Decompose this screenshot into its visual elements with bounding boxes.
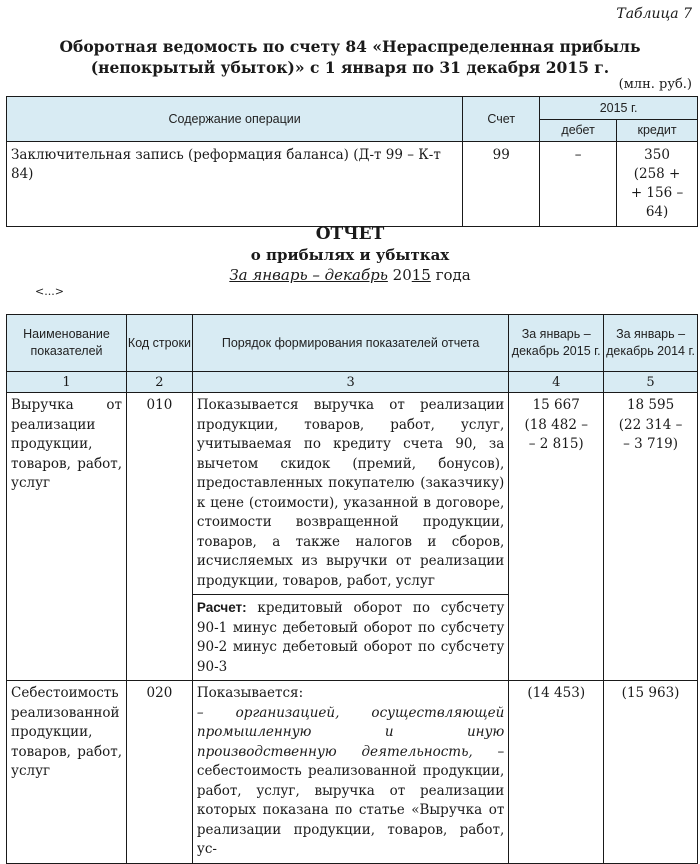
table-row bbox=[7, 142, 698, 227]
row1-2015-calc-2: – 2 815) bbox=[528, 436, 584, 452]
col-num-1: 1 bbox=[7, 372, 127, 393]
row-debit: – bbox=[540, 142, 617, 227]
period-year-b: 15 bbox=[411, 266, 431, 284]
row2-desc-text: – себестоимость реализованной продукции, работ, услуг, выручка от реализации которых показана по статье «Выручка от реализации продукции, товаров, работ, ус- bbox=[196, 743, 505, 857]
header-account: Счет bbox=[463, 97, 540, 142]
header-credit: кредит bbox=[617, 119, 698, 142]
period-text: За январь – декабрь bbox=[229, 266, 388, 284]
ledger-title-line2: (непокрытый убыток)» с 1 января по 31 декабря 2015 г. bbox=[90, 58, 610, 77]
row1-calculation bbox=[192, 595, 508, 681]
period-suffix: года bbox=[430, 266, 471, 284]
report-subtitle: о прибылях и убытках bbox=[250, 246, 450, 264]
row1-value-2014 bbox=[604, 393, 698, 681]
table-number: Таблица 7 bbox=[616, 6, 692, 22]
header-code: Код строки bbox=[126, 315, 192, 372]
calc-label: Расчет: bbox=[196, 600, 247, 615]
row2-value-2015: (14 453) bbox=[509, 681, 604, 864]
row1-name: Выручка от реализации продукции, товаров, работ, услуг bbox=[7, 393, 127, 681]
row-content: Заключительная запись (реформация баланса) (Д-т 99 – К-т 84) bbox=[7, 142, 463, 227]
row2-code: 020 bbox=[126, 681, 192, 864]
row1-2014-calc-1: (22 314 – bbox=[618, 416, 683, 433]
header-2015: За январь – декабрь 2015 г. bbox=[509, 315, 604, 372]
credit-value: 350 bbox=[644, 147, 670, 163]
report-period bbox=[0, 266, 700, 284]
col-num-2: 2 bbox=[126, 372, 192, 393]
report-header-row bbox=[7, 315, 698, 372]
row1-description: Показывается выручка от реализации продукции, товаров, работ, услуг, учитываемая по кредиту счета 90, за вычетом скидок (премий, бонусов), предоставленных покупателю (заказчику) к цене (стоимости), указанной в договоре, стоимости возвращенной продукции, товаров, а также налогов и сборов, исчисляемых из выручки от реализации продукции, товаров, работ, услуг bbox=[192, 393, 508, 595]
ledger-header-row bbox=[7, 97, 698, 120]
header-2014: За январь – декабрь 2014 г. bbox=[604, 315, 698, 372]
row-credit bbox=[617, 142, 698, 227]
row2-name: Себестоимость реализованной продукции, товаров, работ, услуг bbox=[7, 681, 127, 864]
row2-value-2014: (15 963) bbox=[604, 681, 698, 864]
period-year-a: 20 bbox=[392, 266, 412, 284]
row1-2015-calc-1: (18 482 – bbox=[524, 416, 588, 433]
row1-value-2015 bbox=[509, 393, 604, 681]
row1-2015-total: 15 667 bbox=[532, 397, 580, 413]
row2-description bbox=[192, 681, 508, 864]
header-content: Содержание операции bbox=[7, 97, 463, 142]
units-label: (млн. руб.) bbox=[618, 77, 692, 92]
header-name: Наименование показателей bbox=[7, 315, 127, 372]
credit-calc-2: + 156 – 64) bbox=[630, 185, 684, 220]
header-procedure: Порядок формирования показателей отчета bbox=[192, 315, 508, 372]
omission-mark: <...> bbox=[35, 285, 64, 298]
col-num-5: 5 bbox=[604, 372, 698, 393]
col-num-3: 3 bbox=[192, 372, 508, 393]
row1-code: 010 bbox=[126, 393, 192, 681]
row2-desc-italic: – организацией, осуществляющей промышленную и иную производственную деятельность, bbox=[196, 704, 505, 760]
ledger-title bbox=[0, 36, 700, 78]
header-debit: дебет bbox=[540, 119, 617, 142]
credit-calc-1: (258 + bbox=[633, 166, 681, 182]
row1-2014-calc-2: – 3 719) bbox=[623, 436, 679, 452]
row2-desc-intro: Показывается: bbox=[196, 685, 304, 701]
ledger-table bbox=[6, 96, 698, 227]
table-row bbox=[7, 393, 698, 595]
calc-text: кредитовый оборот по субсчету 90-1 минус дебетовый оборот по субсчету 90-2 минус дебетовый оборот по субсчету 90-3 bbox=[196, 600, 505, 675]
header-year: 2015 г. bbox=[540, 97, 698, 120]
report-table bbox=[6, 314, 698, 864]
table-row bbox=[7, 681, 698, 864]
row1-2014-total: 18 595 bbox=[626, 397, 675, 413]
row-account: 99 bbox=[463, 142, 540, 227]
report-title: ОТЧЕТ bbox=[315, 224, 385, 244]
ledger-title-line1: Оборотная ведомость по счету 84 «Нераспределенная прибыль bbox=[59, 37, 641, 56]
col-num-4: 4 bbox=[509, 372, 604, 393]
column-numbers-row bbox=[7, 372, 698, 393]
